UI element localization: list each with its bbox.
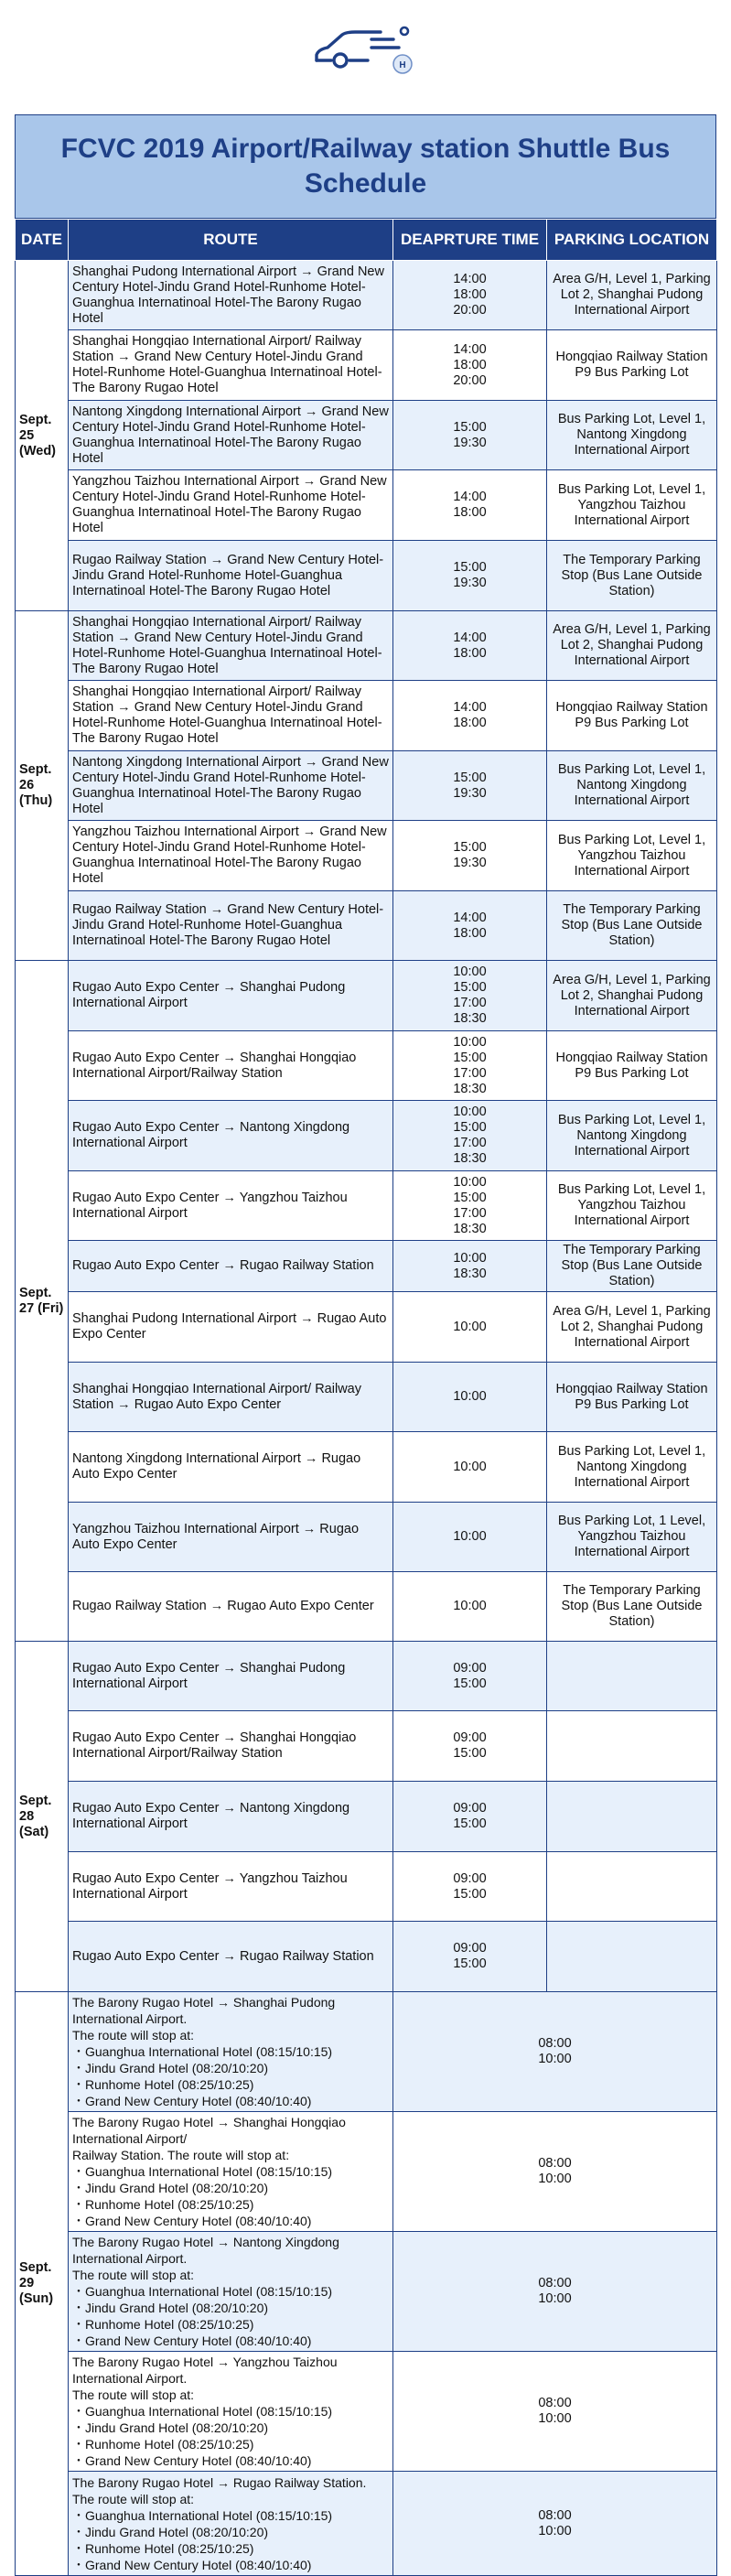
route-cell: Rugao Auto Expo Center → Nantong Xingdong International Airport (69, 1101, 393, 1171)
departure-time: 15:00 (453, 1956, 487, 1971)
departure-time: 18:00 (453, 716, 487, 730)
header-date: DATE (16, 220, 69, 261)
table-row (16, 1031, 717, 1101)
schedule-body (16, 261, 717, 2576)
departure-time: 15:00 (453, 1190, 487, 1205)
departure-time: 08:00 (538, 2036, 572, 2051)
table-row (16, 611, 717, 681)
parking-location-cell: Hongqiao Railway Station P9 Bus Parking Lot (547, 1363, 717, 1432)
departure-time: 15:00 (453, 1816, 487, 1831)
departure-time-cell (393, 261, 547, 330)
route-cell: Rugao Railway Station → Rugao Auto Expo Center (69, 1572, 393, 1642)
table-row (16, 1241, 717, 1292)
departure-time: 09:00 (453, 1730, 487, 1745)
departure-time: 14:00 (453, 630, 487, 645)
departure-time: 19:30 (453, 785, 487, 801)
date-cell: Sept. 26 (Thu) (16, 611, 69, 961)
departure-time: 18:30 (453, 1151, 487, 1166)
route-line: The Barony Rugao Hotel → Nantong Xingdong International Airport. (72, 2235, 339, 2266)
table-row (16, 1171, 717, 1241)
route-line: ・Jindu Grand Hotel (08:20/10:20) (72, 2524, 269, 2539)
departure-time: 15:00 (453, 1886, 487, 1902)
departure-time: 09:00 (453, 1801, 487, 1816)
parking-location-cell: Bus Parking Lot, Level 1, Nantong Xingdong International Airport (547, 1101, 717, 1171)
date-cell: Sept. 28 (Sat) (16, 1642, 69, 1992)
departure-time-cell (393, 961, 547, 1031)
departure-time: 10:00 (538, 2052, 572, 2066)
table-row (16, 681, 717, 751)
departure-time-cell (393, 891, 547, 961)
parking-location-cell (547, 1922, 717, 1992)
route-cell (69, 1992, 393, 2112)
route-line: ・Guanghua International Hotel (08:15/10:15) (72, 2044, 333, 2059)
route-line: ・Jindu Grand Hotel (08:20/10:20) (72, 2420, 269, 2435)
header-route: ROUTE (69, 220, 393, 261)
table-row (16, 2472, 717, 2576)
departure-time-cell (393, 1292, 547, 1363)
route-line: ・Guanghua International Hotel (08:15/10:15) (72, 2284, 333, 2299)
route-line: The Barony Rugao Hotel → Rugao Railway Station. The route will stop at: (72, 2474, 367, 2506)
departure-time-cell (393, 1572, 547, 1642)
departure-time: 14:00 (453, 341, 487, 357)
route-line: ・Runhome Hotel (08:25/10:25) (72, 2437, 254, 2452)
departure-time: 10:00 (453, 1250, 487, 1266)
parking-location-cell (547, 1711, 717, 1782)
parking-location-cell: Bus Parking Lot, Level 1, Yangzhou Taizhou International Airport (547, 1171, 717, 1241)
route-cell: Shanghai Hongqiao International Airport/ Railway Station → Grand New Century Hotel-Jindu Grand Hotel-Runhome Hotel-Guanghua Internatinoal Hotel-The Barony Rugao Hotel (69, 681, 393, 751)
route-cell: Nantong Xingdong International Airport → Grand New Century Hotel-Jindu Grand Hotel-Runhome Hotel-Guanghua Internatinoal Hotel-The Barony Rugao Hotel (69, 751, 393, 821)
departure-time: 15:00 (453, 980, 487, 995)
departure-time-cell (393, 2112, 717, 2232)
departure-time-cell (393, 1363, 547, 1432)
parking-location-cell: Bus Parking Lot, Level 1, Nantong Xingdong International Airport (547, 1432, 717, 1503)
departure-time: 15:00 (453, 1676, 487, 1691)
header-departure-time: DEAPRTURE TIME (393, 220, 547, 261)
departure-time: 18:00 (453, 287, 487, 302)
route-line: The route will stop at: (72, 2387, 195, 2402)
table-row (16, 2112, 717, 2232)
route-line: The route will stop at: (72, 2268, 195, 2282)
route-cell (69, 2232, 393, 2352)
departure-time: 18:30 (453, 1081, 487, 1096)
route-line: ・Jindu Grand Hotel (08:20/10:20) (72, 2301, 269, 2315)
parking-location-cell: The Temporary Parking Stop (Bus Lane Outside Station) (547, 541, 717, 611)
departure-time: 15:00 (453, 419, 487, 435)
departure-time-cell (393, 401, 547, 470)
table-row (16, 2232, 717, 2352)
table-row (16, 1852, 717, 1922)
departure-time-cell (393, 2232, 717, 2352)
departure-time-cell (393, 1711, 547, 1782)
route-cell (69, 2472, 393, 2576)
car-logo-icon (311, 24, 421, 81)
table-row (16, 1711, 717, 1782)
table-row (16, 1922, 717, 1992)
parking-location-cell: Bus Parking Lot, Level 1, Nantong Xingdong International Airport (547, 751, 717, 821)
table-row (16, 1101, 717, 1171)
route-cell: Rugao Railway Station → Grand New Century Hotel-Jindu Grand Hotel-Runhome Hotel-Guanghua Internatinoal Hotel-The Barony Rugao Hotel (69, 891, 393, 961)
route-cell: Rugao Auto Expo Center → Rugao Railway Station (69, 1922, 393, 1992)
departure-time: 17:00 (453, 1205, 487, 1221)
table-row (16, 1363, 717, 1432)
route-line: ・Grand New Century Hotel (08:40/10:40) (72, 2557, 312, 2572)
departure-time-cell (393, 1171, 547, 1241)
svg-text:H: H (399, 60, 406, 70)
departure-time-cell (393, 1432, 547, 1503)
route-cell: Yangzhou Taizhou International Airport → Rugao Auto Expo Center (69, 1503, 393, 1572)
route-cell: Nantong Xingdong International Airport → Rugao Auto Expo Center (69, 1432, 393, 1503)
route-cell: Rugao Auto Expo Center → Nantong Xingdong International Airport (69, 1782, 393, 1852)
table-row (16, 1503, 717, 1572)
route-cell: Rugao Auto Expo Center → Shanghai Pudong International Airport (69, 961, 393, 1031)
departure-time: 19:30 (453, 435, 487, 450)
departure-time-cell (393, 1642, 547, 1711)
table-row (16, 1432, 717, 1503)
route-cell: Shanghai Hongqiao International Airport/ Railway Station → Grand New Century Hotel-Jindu Grand Hotel-Runhome Hotel-Guanghua Internatinoal Hotel-The Barony Rugao Hotel (69, 330, 393, 401)
header-parking-location: PARKING LOCATION (547, 220, 717, 261)
departure-time-cell (393, 541, 547, 611)
departure-time: 10:00 (453, 1319, 487, 1334)
departure-time: 10:00 (453, 965, 487, 979)
departure-time-cell (393, 751, 547, 821)
route-line: ・Runhome Hotel (08:25/10:25) (72, 2540, 254, 2556)
departure-time-cell (393, 1922, 547, 1992)
route-cell (69, 2112, 393, 2232)
table-row (16, 261, 717, 330)
departure-time-cell (393, 1503, 547, 1572)
departure-time: 15:00 (453, 1120, 487, 1135)
departure-time: 10:00 (538, 2291, 572, 2306)
departure-time: 18:00 (453, 357, 487, 372)
route-line: ・Jindu Grand Hotel (08:20/10:20) (72, 2181, 269, 2195)
route-cell: Rugao Auto Expo Center → Shanghai Pudong International Airport (69, 1642, 393, 1711)
departure-time: 15:00 (453, 1746, 487, 1761)
departure-time: 09:00 (453, 1870, 487, 1886)
departure-time: 10:00 (453, 1034, 487, 1050)
departure-time-cell (393, 1852, 547, 1922)
parking-location-cell: The Temporary Parking Stop (Bus Lane Outside Station) (547, 1572, 717, 1642)
departure-time: 17:00 (453, 1136, 487, 1150)
table-row (16, 1992, 717, 2112)
parking-location-cell: Area G/H, Level 1, Parking Lot 2, Shanghai Pudong International Airport (547, 261, 717, 330)
route-line: The route will stop at: (72, 2028, 195, 2042)
route-cell: Rugao Auto Expo Center → Rugao Railway Station (69, 1241, 393, 1292)
date-cell: Sept. 25 (Wed) (16, 261, 69, 611)
departure-time-cell (393, 1031, 547, 1101)
route-line: ・Guanghua International Hotel (08:15/10:15) (72, 2404, 333, 2419)
title-banner (15, 114, 716, 219)
route-cell: Yangzhou Taizhou International Airport → Grand New Century Hotel-Jindu Grand Hotel-Runhome Hotel-Guanghua Internatinoal Hotel-The Barony Rugao Hotel (69, 470, 393, 541)
route-line: ・Runhome Hotel (08:25/10:25) (72, 2077, 254, 2092)
route-cell (69, 2352, 393, 2472)
route-line: ・Guanghua International Hotel (08:15/10:15) (72, 2164, 333, 2179)
parking-location-cell: Area G/H, Level 1, Parking Lot 2, Shanghai Pudong International Airport (547, 611, 717, 681)
date-cell: Sept. 27 (Fri) (16, 961, 69, 1642)
table-row (16, 1642, 717, 1711)
table-row (16, 961, 717, 1031)
departure-time: 15:00 (453, 560, 487, 575)
table-row (16, 1292, 717, 1363)
departure-time: 20:00 (453, 372, 487, 388)
departure-time: 18:30 (453, 1221, 487, 1236)
parking-location-cell: Area G/H, Level 1, Parking Lot 2, Shanghai Pudong International Airport (547, 961, 717, 1031)
shuttle-schedule-table (15, 219, 717, 2576)
parking-location-cell: Bus Parking Lot, Level 1, Yangzhou Taizhou International Airport (547, 470, 717, 541)
departure-time: 10:00 (453, 1529, 487, 1544)
departure-time-cell (393, 611, 547, 681)
parking-location-cell: Bus Parking Lot, 1 Level, Yangzhou Taizhou International Airport (547, 1503, 717, 1572)
route-cell: Rugao Auto Expo Center → Yangzhou Taizhou International Airport (69, 1171, 393, 1241)
table-row (16, 401, 717, 470)
table-row (16, 470, 717, 541)
route-cell: Rugao Railway Station → Grand New Century Hotel-Jindu Grand Hotel-Runhome Hotel-Guanghua Internatinoal Hotel-The Barony Rugao Hotel (69, 541, 393, 611)
table-row (16, 751, 717, 821)
departure-time: 20:00 (453, 303, 487, 318)
route-line: Railway Station. The route will stop at: (72, 2148, 290, 2162)
route-line: ・Grand New Century Hotel (08:40/10:40) (72, 2453, 312, 2468)
departure-time-cell (393, 330, 547, 401)
departure-time: 10:00 (453, 1459, 487, 1474)
table-row (16, 2352, 717, 2472)
departure-time: 09:00 (453, 1941, 487, 1956)
departure-time: 14:00 (453, 700, 487, 715)
departure-time: 09:00 (453, 1660, 487, 1676)
departure-time: 19:30 (453, 576, 487, 590)
route-cell: Shanghai Pudong International Airport → Rugao Auto Expo Center (69, 1292, 393, 1363)
departure-time: 10:00 (453, 1599, 487, 1613)
departure-time: 10:00 (538, 2411, 572, 2426)
parking-location-cell: The Temporary Parking Stop (Bus Lane Outside Station) (547, 891, 717, 961)
page-title: FCVC 2019 Airport/Railway station Shuttle Bus Schedule (60, 134, 671, 199)
table-row (16, 330, 717, 401)
route-cell: Yangzhou Taizhou International Airport → Grand New Century Hotel-Jindu Grand Hotel-Runhome Hotel-Guanghua Internatinoal Hotel-The Barony Rugao Hotel (69, 821, 393, 891)
departure-time: 17:00 (453, 996, 487, 1010)
departure-time-cell (393, 2352, 717, 2472)
departure-time: 14:00 (453, 910, 487, 925)
departure-time: 18:30 (453, 1266, 487, 1281)
departure-time: 15:00 (453, 1050, 487, 1065)
parking-location-cell: Bus Parking Lot, Level 1, Nantong Xingdong International Airport (547, 401, 717, 470)
departure-time-cell (393, 1782, 547, 1852)
departure-time: 15:00 (453, 840, 487, 855)
departure-time: 08:00 (538, 2156, 572, 2171)
route-line: ・Grand New Century Hotel (08:40/10:40) (72, 2214, 312, 2228)
table-row (16, 541, 717, 611)
departure-time-cell (393, 681, 547, 751)
departure-time: 10:00 (453, 1105, 487, 1119)
parking-location-cell (547, 1852, 717, 1922)
departure-time: 14:00 (453, 490, 487, 504)
departure-time: 10:00 (538, 2523, 572, 2538)
departure-time: 18:00 (453, 925, 487, 941)
header-row (16, 220, 717, 261)
parking-location-cell (547, 1642, 717, 1711)
departure-time: 08:00 (538, 2276, 572, 2290)
date-cell: Sept. 29 (Sun) (16, 1992, 69, 2576)
departure-time-cell (393, 1101, 547, 1171)
route-line: ・Grand New Century Hotel (08:40/10:40) (72, 2094, 312, 2108)
departure-time: 10:00 (538, 2172, 572, 2186)
parking-location-cell: The Temporary Parking Stop (Bus Lane Outside Station) (547, 1241, 717, 1292)
parking-location-cell: Area G/H, Level 1, Parking Lot 2, Shanghai Pudong International Airport (547, 1292, 717, 1363)
route-cell: Rugao Auto Expo Center → Yangzhou Taizhou International Airport (69, 1852, 393, 1922)
departure-time: 10:00 (453, 1389, 487, 1404)
table-row (16, 891, 717, 961)
departure-time-cell (393, 1992, 717, 2112)
parking-location-cell: Hongqiao Railway Station P9 Bus Parking Lot (547, 681, 717, 751)
departure-time-cell (393, 2472, 717, 2576)
departure-time: 18:30 (453, 1011, 487, 1026)
parking-location-cell: Hongqiao Railway Station P9 Bus Parking Lot (547, 330, 717, 401)
route-line: ・Runhome Hotel (08:25/10:25) (72, 2317, 254, 2332)
departure-time-cell (393, 1241, 547, 1292)
route-cell: Shanghai Hongqiao International Airport/ Railway Station → Rugao Auto Expo Center (69, 1363, 393, 1432)
departure-time: 18:00 (453, 505, 487, 520)
route-line: ・Guanghua International Hotel (08:15/10:15) (72, 2507, 333, 2523)
departure-time-cell (393, 470, 547, 541)
route-line: ・Jindu Grand Hotel (08:20/10:20) (72, 2061, 269, 2075)
route-line: ・Grand New Century Hotel (08:40/10:40) (72, 2333, 312, 2348)
route-line: ・Runhome Hotel (08:25/10:25) (72, 2197, 254, 2212)
departure-time: 14:00 (453, 272, 487, 286)
parking-location-cell: Hongqiao Railway Station P9 Bus Parking Lot (547, 1031, 717, 1101)
route-line: The Barony Rugao Hotel → Shanghai Hongqiao International Airport/ (72, 2115, 346, 2146)
departure-time: 17:00 (453, 1065, 487, 1081)
departure-time: 19:30 (453, 856, 487, 870)
departure-time: 18:00 (453, 645, 487, 661)
parking-location-cell: Bus Parking Lot, Level 1, Yangzhou Taizhou International Airport (547, 821, 717, 891)
route-cell: Shanghai Hongqiao International Airport/ Railway Station → Grand New Century Hotel-Jindu Grand Hotel-Runhome Hotel-Guanghua Internatinoal Hotel-The Barony Rugao Hotel (69, 611, 393, 681)
route-cell: Rugao Auto Expo Center → Shanghai Hongqiao International Airport/Railway Station (69, 1711, 393, 1782)
route-cell: Shanghai Pudong International Airport → Grand New Century Hotel-Jindu Grand Hotel-Runhome Hotel-Guanghua Internatinoal Hotel-The Barony Rugao Hotel (69, 261, 393, 330)
table-row (16, 1572, 717, 1642)
table-row (16, 821, 717, 891)
departure-time: 08:00 (538, 2396, 572, 2410)
parking-location-cell (547, 1782, 717, 1852)
table-row (16, 1782, 717, 1852)
route-line: The Barony Rugao Hotel → Shanghai Pudong International Airport. (72, 1995, 336, 2026)
route-cell: Rugao Auto Expo Center → Shanghai Hongqiao International Airport/Railway Station (69, 1031, 393, 1101)
route-cell: Nantong Xingdong International Airport → Grand New Century Hotel-Jindu Grand Hotel-Runhome Hotel-Guanghua Internatinoal Hotel-The Barony Rugao Hotel (69, 401, 393, 470)
departure-time: 15:00 (453, 770, 487, 785)
route-line: The Barony Rugao Hotel → Yangzhou Taizhou International Airport. (72, 2355, 338, 2386)
departure-time-cell (393, 821, 547, 891)
departure-time: 10:00 (453, 1174, 487, 1190)
departure-time: 08:00 (538, 2507, 572, 2523)
